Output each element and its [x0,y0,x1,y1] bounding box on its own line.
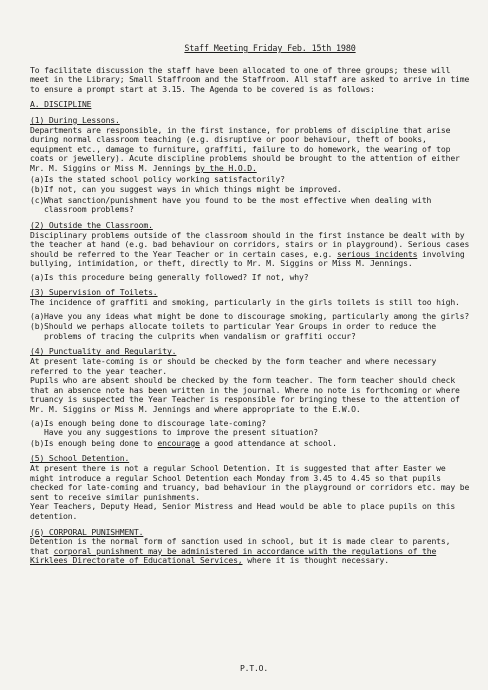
question-text: If not, can you suggest ways in which things might be improved. [44,184,342,195]
subsection-heading-text: (4) Punctuality and Regularity. [30,346,177,357]
subsection-heading-text: (5) School Detention. [30,453,130,464]
section-corporal-punishment [30,528,470,566]
question [30,419,470,438]
subsection-heading-text: (2) Outside the Classroom. [30,219,153,230]
question-text-part: a good attendance at school. [204,437,337,448]
question-label: (b) [30,321,45,332]
subsection-heading-text: (6) CORPORAL PUNISHMENT. [30,526,144,537]
question [30,439,470,449]
section-supervision-toilets [30,288,470,341]
paragraph: Pupils who are absent should be checked by the form teacher. The form teacher should check that an absence note has been written in the journal. Where no note is forthcoming or where truancy is suspected the Year Teacher is responsible for bringing these to the attention of Mr. M. Siggins or Miss M. Jennings and where appropriate to the E.W.O. [30,375,460,414]
question-text: Have you any ideas what might be done to discourage smoking, particularly among the girls? [44,310,470,321]
question [30,185,470,195]
question [30,175,470,185]
paragraph [30,126,470,174]
section-during-lessons [30,116,470,215]
question-label: (a) [30,271,45,282]
underlined-text: by the H.O.D. [195,162,257,173]
paragraph: At present late-coming is or should be checked by the form teacher and where necessary referred to the year teacher. [30,356,437,376]
subsection-heading-text: (1) During Lessons. [30,114,120,125]
document-title [30,44,470,54]
page-footer: P.T.O. [240,664,268,673]
question-label: (a) [30,310,45,321]
paragraph: Year Teachers, Deputy Head, Senior Mistress and Head would be able to place pupils on this detention. [30,501,456,521]
section-a-heading [30,100,470,110]
section-outside-classroom [30,221,470,283]
question-text [44,439,470,449]
section-punctuality [30,347,470,448]
paragraph [30,537,470,566]
question-label: (a) [30,417,45,428]
section-school-detention [30,454,470,521]
question [30,312,470,322]
paragraph-text: involving bullying, intimidation, or theft, directly to Mr. M. Siggins or Miss M. Jennings. [30,248,465,269]
title-text: Staff Meeting Friday Feb. 15th 1980 [184,43,356,53]
question-text: Is this procedure being generally followed? If not, why? [44,271,309,282]
question-text: What sanction/punishment have you found to be the most effective when dealing with classroom problems? [44,194,432,215]
question-text: Should we perhaps allocate toilets to particular Year Groups in order to reduce the problems of tracing the culprits when vandalism or graffiti occur? [44,321,436,341]
paragraph: The incidence of graffiti and smoking, particularly in the girls toilets is still too high. [30,297,460,308]
paragraph-text: where it is thought necessary. [247,555,389,566]
question-text-part: Is enough being done to [44,437,153,448]
question-text: Is the stated school policy working satisfactorily? [44,173,285,184]
paragraph-text: Departments are responsible, in the first instance, for problems of discipline that arise during normal classroom teaching (e.g. disruptive or poor behaviour, theft of books, equipment etc., damage to furniture, graffiti, failure to do homework, the wearing of top coats or jewellery). Acute discipline problems should be brought to the attention of either Mr. M. Siggins or Miss M. Jennings [30,124,460,173]
paragraph: At present there is not a regular School Detention. It is suggested that after Easter we might introduce a regular School Detention each Monday from 3.45 to 4.45 so that pupils checked for late-coming and truancy, bad behaviour in the playground or corridors etc. may be sent to receive similar punishments. [30,462,470,502]
question-label: (c) [30,194,45,205]
question [30,322,470,341]
question-label: (a) [30,173,45,184]
underlined-text: serious incidents [337,248,418,259]
section-a-label: A. DISCIPLINE [30,99,92,110]
question-line: Is enough being done to discourage late-coming? [44,417,266,428]
question [30,273,470,283]
underlined-text: corporal punishment may be administered in accordance with the regulations of the Kirklees Directorate of Educational Services, [30,545,437,566]
paragraph-text: Detention is the normal form of sanction used in school, but it is made clear to parents, that [30,536,451,556]
paragraph-text: Disciplinary problems outside of the classroom should in the first instance be dealt with by the teacher at hand (e.g. bad behaviour on corridors, stairs or in playground). Serious cases should be referred to the Year Teacher or in certain cases, e.g. [30,229,470,259]
subsection-heading-text: (3) Supervision of Toilets. [30,287,158,298]
question [30,196,470,215]
question-label: (b) [30,437,45,448]
paragraph [30,231,470,269]
question-text [44,419,470,438]
question-line: Have you any suggestions to improve the present situation? [44,427,318,438]
question-label: (b) [30,184,45,195]
intro-paragraph: To facilitate discussion the staff have been allocated to one of three groups; these will meet in the Library; Small Staffroom and the Staffroom. All staff are asked to arrive in time to ensure a prompt start at 3.15. The Agenda to be covered is as follows: [30,64,470,94]
underlined-text: encourage [157,437,200,448]
